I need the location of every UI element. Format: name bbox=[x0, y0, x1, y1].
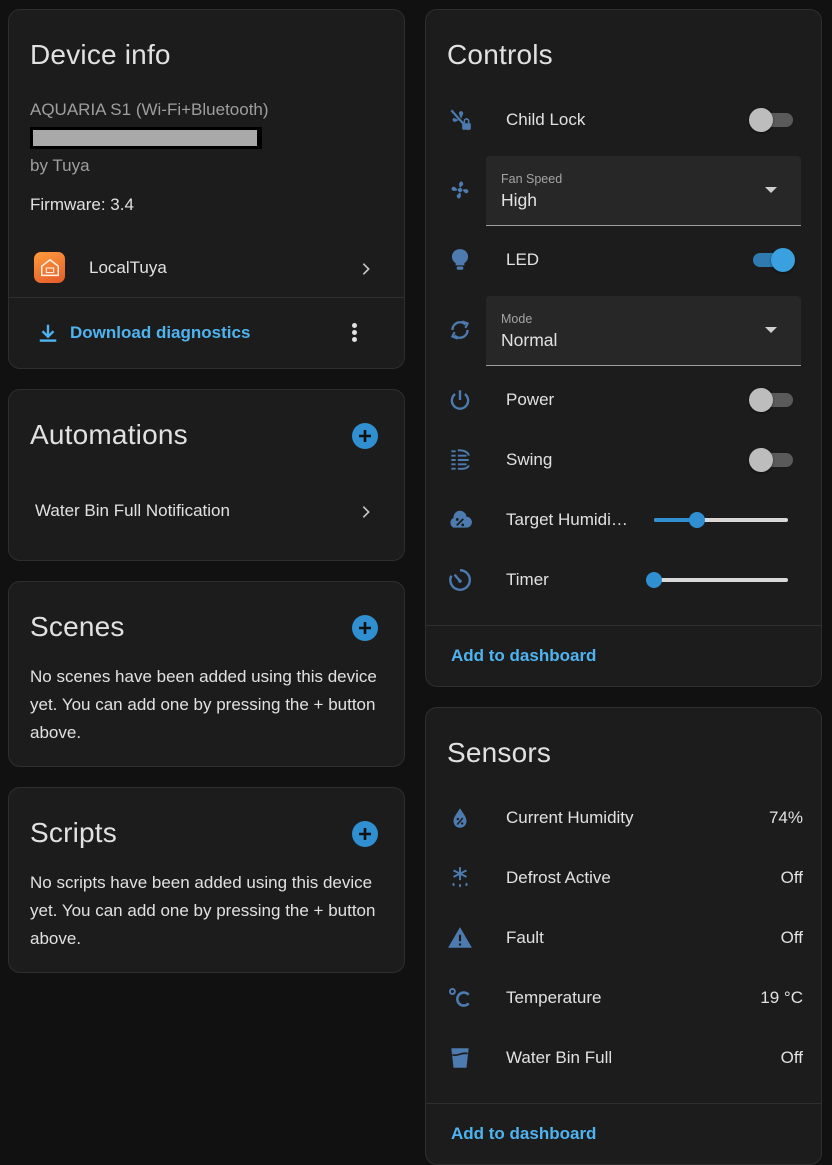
child-lock-toggle[interactable] bbox=[749, 107, 795, 133]
sensor-value: Off bbox=[780, 1048, 803, 1067]
scripts-title: Scripts bbox=[30, 817, 117, 848]
sensor-value: 19 °C bbox=[760, 988, 803, 1007]
localtuya-logo-icon bbox=[34, 252, 65, 283]
target-humidity-slider[interactable] bbox=[654, 510, 788, 530]
slider-thumb[interactable] bbox=[646, 572, 662, 588]
device-info-title: Device info bbox=[30, 39, 171, 70]
led-label: LED bbox=[506, 250, 540, 269]
sensor-row[interactable] bbox=[426, 800, 822, 836]
device-model: AQUARIA S1 (Wi-Fi+Bluetooth) bbox=[30, 100, 269, 119]
sensor-row[interactable] bbox=[426, 920, 822, 956]
sensor-value: 74% bbox=[768, 808, 803, 827]
sensor-row[interactable] bbox=[426, 980, 822, 1016]
slider-thumb[interactable] bbox=[689, 512, 705, 528]
scripts-card bbox=[8, 787, 405, 973]
sensor-label: Temperature bbox=[506, 988, 602, 1007]
cup-water-icon bbox=[446, 1044, 474, 1072]
mode-value: Normal bbox=[501, 330, 558, 350]
sensor-label: Current Humidity bbox=[506, 808, 634, 827]
lightbulb-icon bbox=[446, 246, 474, 274]
mode-label: Mode bbox=[501, 312, 533, 326]
automations-title: Automations bbox=[30, 419, 188, 450]
celsius-icon bbox=[446, 984, 474, 1012]
air-filter-icon bbox=[446, 446, 474, 474]
device-manufacturer: by Tuya bbox=[30, 156, 90, 175]
snowflake-melt-icon bbox=[446, 864, 474, 892]
fan-speed-label: Fan Speed bbox=[501, 172, 563, 186]
automations-card bbox=[8, 389, 405, 561]
controls-title: Controls bbox=[447, 39, 553, 70]
plus-icon bbox=[358, 429, 372, 443]
dropdown-arrow-icon bbox=[765, 187, 777, 193]
sensor-label: Defrost Active bbox=[506, 868, 611, 887]
power-icon bbox=[446, 386, 474, 414]
sensor-value: Off bbox=[780, 928, 803, 947]
download-icon bbox=[37, 321, 59, 345]
device-firmware: Firmware: 3.4 bbox=[30, 195, 134, 214]
download-diagnostics-button[interactable] bbox=[37, 321, 257, 345]
target-humidity-label: Target Humidi… bbox=[506, 510, 628, 529]
sensors-card bbox=[425, 707, 822, 1165]
timer-label: Timer bbox=[506, 570, 549, 589]
scenes-card bbox=[8, 581, 405, 767]
device-info-card bbox=[8, 9, 405, 369]
divider bbox=[426, 1103, 821, 1104]
redacted-bar bbox=[30, 127, 262, 149]
divider bbox=[426, 625, 821, 626]
add-scene-button[interactable] bbox=[352, 615, 378, 641]
divider bbox=[9, 297, 404, 298]
add-script-button[interactable] bbox=[352, 821, 378, 847]
power-label: Power bbox=[506, 390, 555, 409]
scripts-empty-text: No scripts have been added using this device yet. You can add one by pressing the + button above. bbox=[30, 873, 376, 948]
led-toggle[interactable] bbox=[749, 247, 795, 273]
alert-icon bbox=[446, 924, 474, 952]
sync-icon bbox=[446, 316, 474, 344]
integration-name: LocalTuya bbox=[89, 258, 167, 277]
swing-label: Swing bbox=[506, 450, 553, 469]
automation-item-label: Water Bin Full Notification bbox=[35, 501, 230, 520]
fan-icon bbox=[446, 176, 474, 204]
fan-speed-value: High bbox=[501, 190, 537, 210]
integration-row[interactable] bbox=[9, 247, 405, 293]
sensor-label: Water Bin Full bbox=[506, 1048, 613, 1067]
scenes-title: Scenes bbox=[30, 611, 125, 642]
sensors-title: Sensors bbox=[447, 737, 552, 768]
dropdown-arrow-icon bbox=[765, 327, 777, 333]
sensors-add-to-dashboard-button[interactable]: Add to dashboard bbox=[451, 1124, 597, 1143]
child-lock-label: Child Lock bbox=[506, 110, 586, 129]
power-toggle[interactable] bbox=[749, 387, 795, 413]
plus-icon bbox=[358, 621, 372, 635]
add-automation-button[interactable] bbox=[352, 423, 378, 449]
automation-item[interactable] bbox=[9, 493, 405, 529]
mode-select[interactable] bbox=[486, 296, 801, 366]
sensor-row[interactable] bbox=[426, 860, 822, 896]
sensor-label: Fault bbox=[506, 928, 544, 947]
controls-card bbox=[425, 9, 822, 687]
more-options-icon[interactable] bbox=[347, 321, 363, 345]
sensor-value: Off bbox=[780, 868, 803, 887]
water-percent-icon bbox=[446, 804, 474, 832]
chevron-right-icon bbox=[358, 261, 374, 277]
plus-icon bbox=[358, 827, 372, 841]
scenes-empty-text: No scenes have been added using this device yet. You can add one by pressing the + button above. bbox=[30, 667, 377, 742]
fan-lock-icon bbox=[446, 106, 474, 134]
chevron-right-icon bbox=[358, 504, 374, 520]
swing-toggle[interactable] bbox=[749, 447, 795, 473]
cloud-percent-icon bbox=[446, 506, 474, 534]
fan-speed-select[interactable] bbox=[486, 156, 801, 226]
sensor-row[interactable] bbox=[426, 1040, 822, 1076]
download-diagnostics-label: Download diagnostics bbox=[70, 323, 251, 342]
timer-icon bbox=[446, 566, 474, 594]
controls-add-to-dashboard-button[interactable]: Add to dashboard bbox=[451, 646, 597, 665]
timer-slider[interactable] bbox=[654, 570, 788, 590]
